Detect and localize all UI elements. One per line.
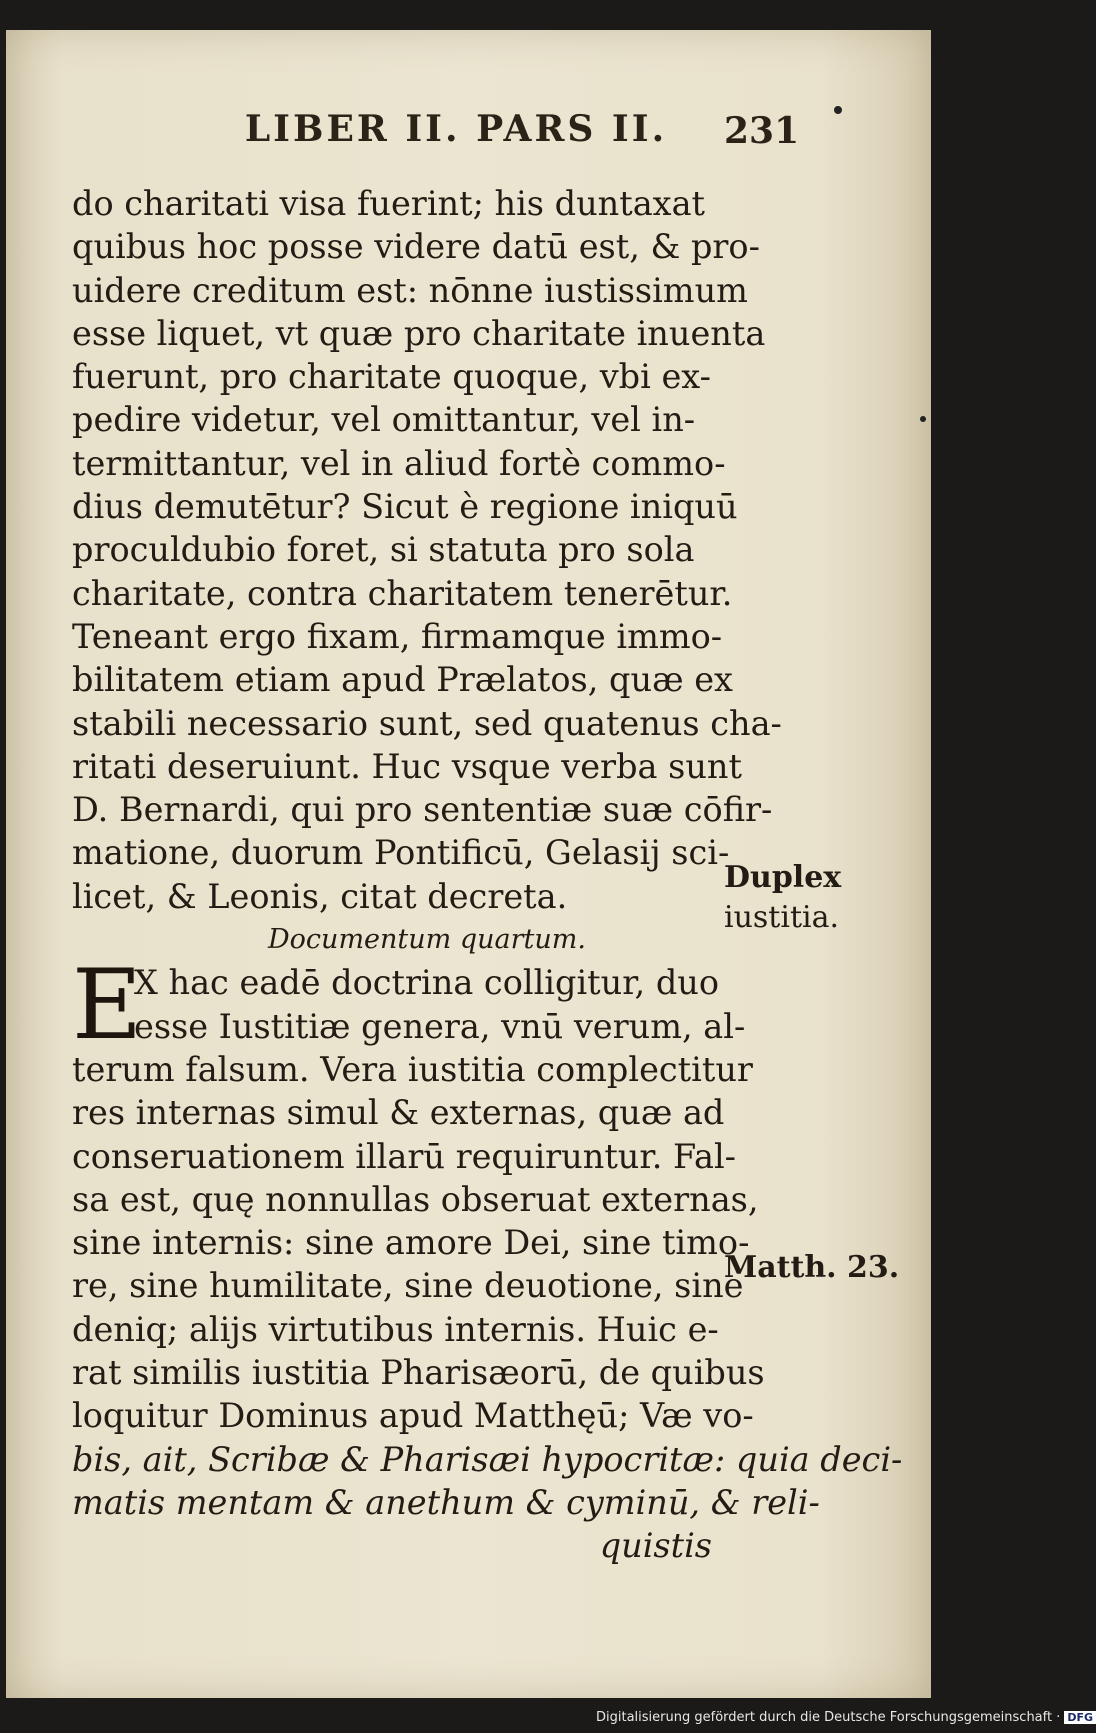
text-line: res internas simul & externas, quæ ad — [72, 1093, 725, 1133]
text-line: Teneant ergo fixam, firmamque immo- — [72, 616, 723, 656]
page-number: 231 — [724, 110, 800, 152]
italic-quote-line: bis, ait, Scribæ & Pharisæi hypocritæ: quia deci- — [72, 1439, 903, 1479]
text-line: rat similis iustitia Pharisæorū, de quibus — [72, 1353, 765, 1393]
catchword: quistis — [599, 1526, 712, 1566]
text-line: quibus hoc posse videre datū est, & pro- — [72, 227, 760, 267]
margin-note-matth: Matth. 23. — [724, 1250, 900, 1285]
text-line: esse Iustitiæ genera, vnū verum, al- — [134, 1006, 746, 1046]
dfg-logo: DFG — [1064, 1711, 1096, 1724]
ink-spot — [834, 106, 842, 114]
text-line: stabili necessario sunt, sed quatenus cha- — [72, 703, 782, 743]
text-line: bilitatem etiam apud Prælatos, quæ ex — [72, 660, 733, 700]
text-line: esse liquet, vt quæ pro charitate inuenta — [72, 313, 766, 353]
text-line: matione, duorum Pontificū, Gelasij sci- — [72, 833, 730, 873]
text-line: re, sine humilitate, sine deuotione, sine — [72, 1266, 744, 1306]
text-line: ritati deseruiunt. Huc vsque verba sunt — [72, 746, 742, 786]
text-line: sine internis: sine amore Dei, sine timo- — [72, 1223, 750, 1263]
italic-quote-line: matis mentam & anethum & cyminū, & reli- — [72, 1482, 820, 1522]
book-page — [6, 30, 931, 1698]
text-line: terum falsum. Vera iustitia complectitur — [72, 1049, 753, 1089]
paragraph-lines — [72, 182, 782, 918]
digitization-credit — [596, 1710, 1096, 1725]
section-heading: Documentum quartum. — [268, 924, 586, 956]
running-title: LIBER II. PARS II. — [244, 108, 668, 150]
text-line: dius demutētur? Sicut è regione iniquū — [72, 487, 738, 527]
text-line: conseruationem illarū requiruntur. Fal- — [72, 1136, 736, 1176]
text-line: proculdubio foret, si statuta pro sola — [72, 530, 695, 570]
text-line: fuerunt, pro charitate quoque, vbi ex- — [72, 357, 711, 397]
ink-spot — [920, 416, 926, 422]
credit-text: Digitalisierung gefördert durch die Deutsche Forschungsgemeinschaft · — [596, 1710, 1061, 1725]
text-line: uidere creditum est: nōnne iustissimum — [72, 270, 748, 310]
margin-note-line: Duplex — [724, 860, 842, 895]
drop-cap-paragraph — [72, 949, 746, 1062]
text-line: do charitati visa fuerint; his duntaxat — [72, 184, 705, 223]
text-line: deniq; alijs virtutibus internis. Huic e- — [72, 1309, 719, 1349]
margin-note-line: iustitia. — [724, 900, 840, 935]
text-line: D. Bernardi, qui pro sententiæ suæ cōfir- — [72, 790, 773, 830]
section-lines — [72, 1048, 765, 1438]
text-line: termittantur, vel in aliud fortè commo- — [72, 443, 726, 483]
text-line: sa est, quę nonnullas obseruat externas, — [72, 1179, 759, 1219]
text-line: loquitur Dominus apud Matthęū; Væ vo- — [72, 1396, 754, 1436]
text-line: licet, & Leonis, citat decreta. — [72, 876, 568, 916]
drop-cap: E — [72, 949, 143, 1062]
margin-note-duplex — [724, 858, 841, 938]
text-line: X hac eadē doctrina colligitur, duo — [134, 963, 720, 1003]
text-line: charitate, contra charitatem tenerētur. — [72, 573, 733, 613]
text-line: pedire videtur, vel omittantur, vel in- — [72, 400, 696, 440]
